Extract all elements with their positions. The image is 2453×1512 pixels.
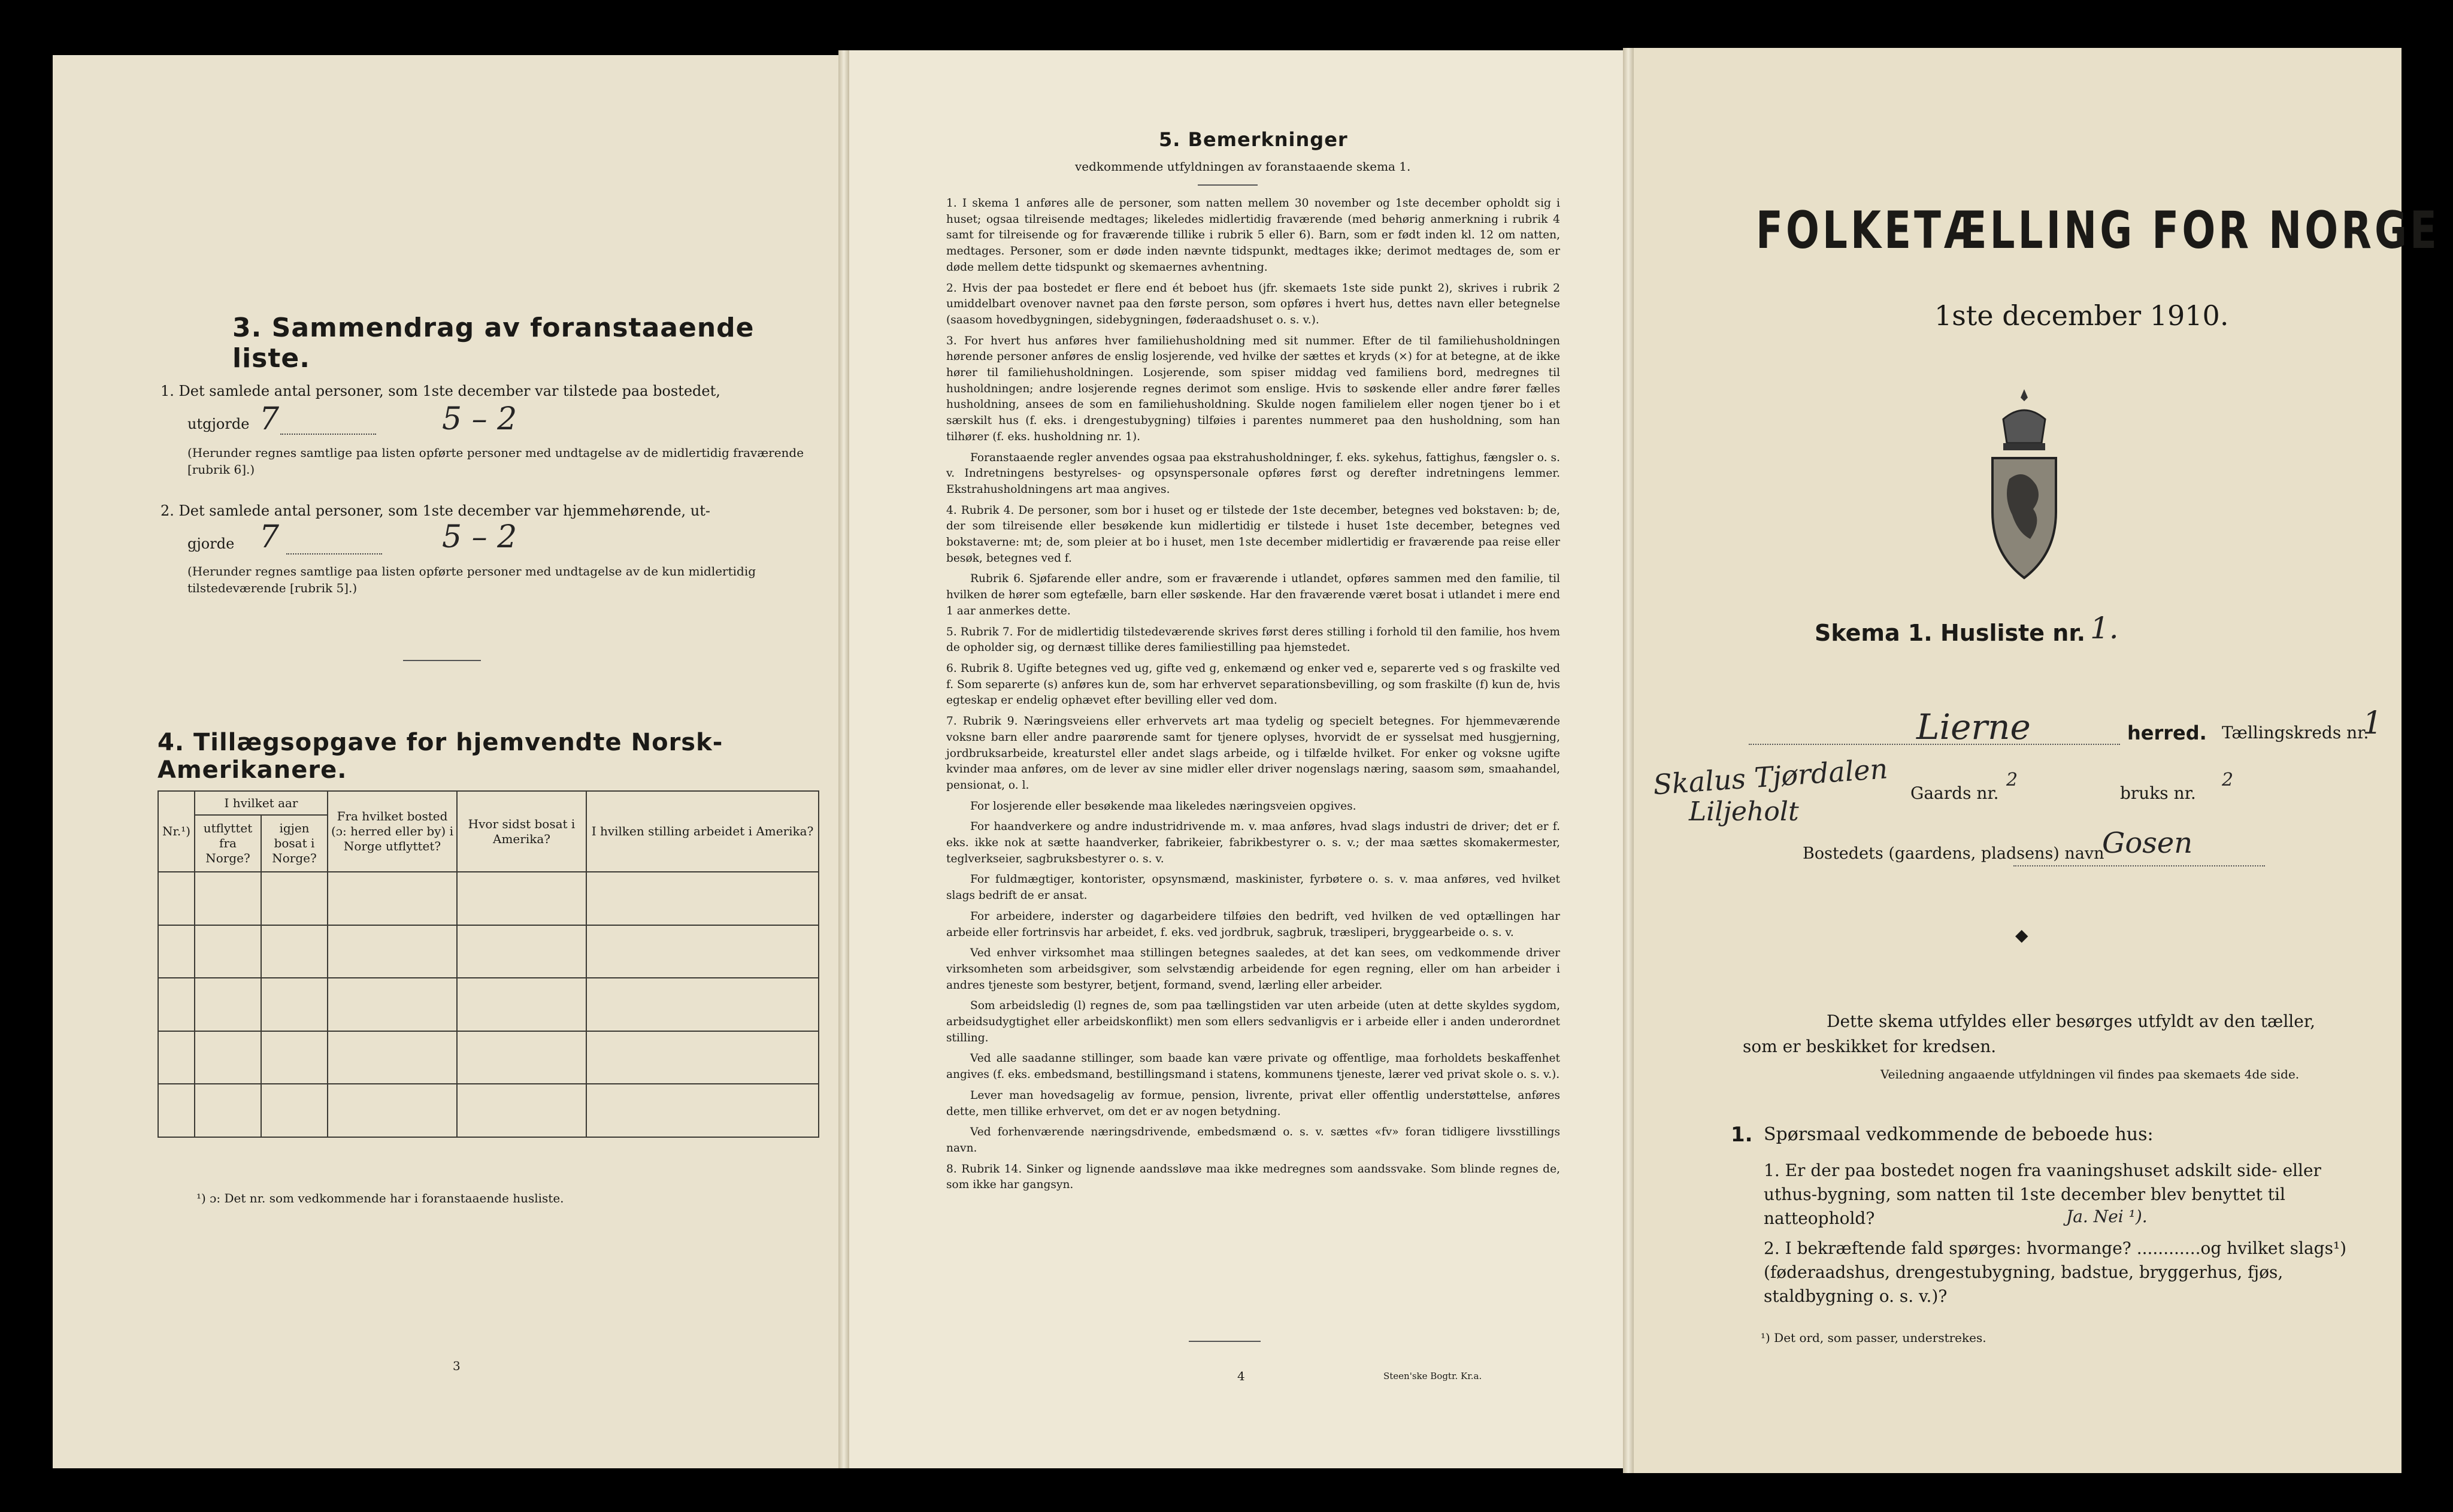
table-row bbox=[158, 1084, 819, 1137]
col-emigrated: utflyttet fra Norge? bbox=[195, 815, 261, 872]
remarks-body bbox=[946, 196, 1560, 1198]
section-3-title: 3. Sammendrag av foranstaaende liste. bbox=[232, 313, 755, 374]
cover-footnote: ¹) Det ord, som passer, understrekes. bbox=[1761, 1331, 1986, 1345]
remark-paragraph: Ved forhenværende næringsdrivende, embedsmænd o. s. v. sættes «fv» foran tidligere livsstillings navn. bbox=[946, 1126, 1560, 1155]
bosted-line bbox=[2013, 865, 2265, 866]
remark-paragraph: 7. Rubrik 9. Næringsveiens eller erhvervets art maa tydelig og specielt betegnes. For hjemmeværende voksne barn eller andre paarørende samt for tjenere oplyses, hvorvidt de er sysselsat med husgjerning, jordbruksarbeide, kreaturstel eller andet slags arbeide, og i tilfælde hvilket. For enker og voksne ugifte kvinder maa anføres, om de lever av sine midler eller driver nogenslags næring, saasom søm, smaahandel, pensionat, o. l. bbox=[946, 715, 1560, 792]
remark-paragraph: For arbeidere, inderster og dagarbeidere tilføies den bedrift, ved hvilken de ved optællingen har arbeide eller fortrinsvis har arbeidet, f. eks. ved jordbruk, sagbruk, træsliperi, bryggearbeide o. s. v. bbox=[946, 910, 1560, 939]
ornament-icon: ◆ bbox=[2015, 925, 2028, 945]
q1-note: (Herunder regnes samtlige paa listen opførte personer med undtagelse av de midlertidig fraværende [rubrik 6].) bbox=[187, 446, 804, 477]
q1-text: 1. Det samlede antal personer, som 1ste december var tilstede paa bostedet, bbox=[160, 383, 720, 399]
q2-prefix: gjorde bbox=[187, 535, 235, 552]
table-row bbox=[158, 1031, 819, 1084]
page-3 bbox=[53, 55, 838, 1468]
q1-extra: 5 – 2 bbox=[442, 401, 517, 437]
page-number-4: 4 bbox=[1237, 1369, 1245, 1383]
gaards-value: 2 bbox=[2006, 769, 2018, 790]
table-row bbox=[158, 872, 819, 925]
cover-date: 1ste december 1910. bbox=[1934, 299, 2229, 332]
cover-title: FOLKETÆLLING FOR NORGE bbox=[1756, 201, 2440, 260]
divider bbox=[403, 660, 481, 661]
herred-label: herred. bbox=[2127, 722, 2207, 744]
q2-dots bbox=[286, 553, 382, 554]
bruks-value: 2 bbox=[2222, 769, 2234, 790]
remark-paragraph: 3. For hvert hus anføres hver familiehusholdning med sit nummer. Efter de til familiehusholdningen hørende personer anføres de enslig losjerende, ved hvilke der sættes et kryds (×) for at betegne, at de ikke hører til familiehusholdningen. Losjerende, som spiser middag ved familiens bord, medregnes til husholdningen; andre losjerende regnes derimot som enslige. Hvis to søskende eller andre fører fælles husholdning, ansees de som en familiehusholdning. Skulde nogen familielem eller nogen tjener bo i et særskilt hus (f. eks. i drengestubygning) tilføies i parentes nummeret paa den husholdning, som han tilhører (f. eks. husholdning nr. 1). bbox=[946, 334, 1560, 443]
intro-text: Dette skema utfyldes eller besørges utfyldt av den tæller, som er beskikket for kredsen. bbox=[1743, 1011, 2316, 1056]
question-heading: Spørsmaal vedkommende de beboede hus: bbox=[1764, 1124, 2154, 1145]
remark-paragraph: 2. Hvis der paa bostedet er flere end ét beboet hus (jfr. skemaets 1ste side punkt 2), skrives i rubrik 2 umiddelbart ovenover navnet paa den første person, som opføres i hvert hus, dettes navn eller betegnelse (saasom hovedbygningen, sidebygningen, føderaadshuset o. s. v.). bbox=[946, 281, 1560, 326]
page-number-3: 3 bbox=[453, 1359, 461, 1373]
remark-paragraph: For haandverkere og andre industridrivende m. v. maa anføres, hvad slags industri de driver; det er f. eks. ikke nok at sætte haandverker, fabrikeier, fabrikbestyrer o. s. v.; der maa sættes skomakermester, teglverkseier, sagbruksbestyrer o. s. v. bbox=[946, 820, 1560, 865]
cover-page bbox=[1623, 48, 2440, 1473]
remark-paragraph: For fuldmægtiger, kontorister, opsynsmænd, maskinister, fyrbøtere o. s. v. maa anføres, ved hvilket slags bedrift de er ansat. bbox=[946, 873, 1560, 902]
bosted-label: Bostedets (gaardens, pladsens) navn bbox=[1803, 844, 2104, 863]
husliste-nr: 1. bbox=[2090, 611, 2119, 646]
q2-value: 7 bbox=[259, 519, 280, 555]
q2-extra: 5 – 2 bbox=[442, 519, 517, 555]
coat-of-arms-icon bbox=[1985, 383, 2063, 587]
question-1-answer: Ja. Nei ¹). bbox=[2066, 1207, 2148, 1226]
norsk-amerikaner-table bbox=[158, 790, 819, 1138]
remark-paragraph: For losjerende eller besøkende maa likeledes næringsveien opgives. bbox=[970, 799, 1356, 813]
q1-prefix: utgjorde bbox=[187, 416, 250, 432]
title-rule bbox=[1198, 184, 1258, 186]
table-row bbox=[158, 978, 819, 1031]
remark-paragraph: 4. Rubrik 4. De personer, som bor i huset og er tilstede der 1ste december, betegnes ved bokstaven: b; de, der som tilreisende eller besøkende kun midlertidig er tilstede i huset 1ste december, betegnes ved bokstaverne: mt; de, som pleier at bo i huset, men 1ste december midlertidig er fraværende paa reise eller besøk, betegnes ved f. bbox=[946, 504, 1560, 565]
remark-paragraph: 8. Rubrik 14. Sinker og lignende aandssløve maa ikke medregnes som aandssvake. Som blinde regnes de, som ikke har gangsyn. bbox=[946, 1162, 1560, 1192]
guide-text: Veiledning angaaende utfyldningen vil findes paa skemaets 4de side. bbox=[1880, 1067, 2300, 1081]
remark-paragraph: Som arbeidsledig (l) regnes de, som paa tællingstiden var uten arbeide (uten at dette skyldes sygdom, arbeidsudygtighet eller arbeidskonflikt) men som ellers sedvanligvis er i arbeide eller i anden underordnet stilling. bbox=[946, 999, 1560, 1044]
gaards-label: Gaards nr. bbox=[1910, 783, 1999, 803]
question-1: 1. Er der paa bostedet nogen fra vaaningshuset adskilt side- eller uthus-bygning, som natten til 1ste december blev benyttet til natteophold? bbox=[1764, 1160, 2321, 1228]
q2-note: (Herunder regnes samtlige paa listen opførte personer med undtagelse av de kun midlertidig tilstedeværende [rubrik 5].) bbox=[187, 564, 756, 595]
herred-value: Lierne bbox=[1916, 707, 2031, 747]
remark-paragraph: 1. I skema 1 anføres alle de personer, som natten mellem 30 november og 1ste december opholdt sig i huset; ogsaa tilreisende medtages; likeledes midlertidig fraværende (med behørig anmerkning i rubrik 4 samt for tilreisende og for fraværende tillike i rubrik 5 eller 6). Barn, som er født inden kl. 12 om natten, medtages. Personer, som er døde inden nævnte tidspunkt, medtages ikke; derimot medtages de, som er døde mellem dette tidspunkt og skemaernes avhentning. bbox=[946, 197, 1560, 274]
remark-paragraph: Ved enhver virksomhet maa stillingen betegnes saaledes, at det kan sees, om vedkommende driver virksomheten som arbeidsgiver, som selvstændig arbeidende for egen regning, eller om han arbeider i andres tjeneste som bestyrer, betjent, formand, svend, lærling eller arbeider. bbox=[946, 947, 1560, 992]
bosted-value: Gosen bbox=[2102, 826, 2193, 860]
col-occupation: I hvilken stilling arbeidet i Amerika? bbox=[586, 791, 819, 872]
col-last-place: Hvor sidst bosat i Amerika? bbox=[457, 791, 586, 872]
col-year-group: I hvilket aar bbox=[195, 791, 328, 815]
remarks-title: 5. Bemerkninger bbox=[1159, 128, 1348, 151]
q1-dots bbox=[280, 434, 376, 435]
section-4-title: 4. Tillægsopgave for hjemvendte Norsk-Amerikanere. bbox=[158, 729, 723, 784]
col-returned: igjen bosat i Norge? bbox=[261, 815, 328, 872]
q1-value: 7 bbox=[259, 401, 280, 437]
page3-footnote: ¹) ɔ: Det nr. som vedkommende har i foranstaaende husliste. bbox=[196, 1191, 564, 1205]
col-from-place: Fra hvilket bosted (ɔ: herred eller by) i Norge utflyttet? bbox=[328, 791, 457, 872]
bruks-label: bruks nr. bbox=[2120, 783, 2196, 803]
q2-text: 2. Det samlede antal personer, som 1ste december var hjemmehørende, ut- bbox=[160, 502, 710, 519]
kreds-label: Tællingskreds nr. bbox=[2222, 723, 2369, 743]
end-rule bbox=[1189, 1341, 1261, 1342]
handwritten-annotation: Liljeholt bbox=[1689, 796, 1799, 827]
remark-paragraph: Ved alle saadanne stillinger, som baade kan være private og offentlige, maa forholdets beskaffenhet angives (f. eks. embedsmand, bestillingsmand i statens, kommunens tjeneste, lærer ved privat skole o. s. v.). bbox=[946, 1052, 1560, 1081]
remark-paragraph: Lever man hovedsagelig av formue, pension, livrente, privat eller offentlig understøttelse, anføres dette, men tillike erhvervet, om det er av nogen betydning. bbox=[946, 1089, 1560, 1118]
handwritten-annotation: Skalus Tjørdalen bbox=[1652, 752, 1889, 801]
table-row bbox=[158, 925, 819, 978]
remark-paragraph: 5. Rubrik 7. For de midlertidig tilstedeværende skrives først deres stilling i forhold til den familie, hos hvem de opholder sig, og dernæst tillike deres familiestilling paa hjemstedet. bbox=[946, 625, 1560, 655]
remark-paragraph: 6. Rubrik 8. Ugifte betegnes ved ug, gifte ved g, enkemænd og enker ved e, separerte ved s og fraskilte ved f. Som separerte (s) anføres kun de, som har erhvervet separationsbevilling, og som fraskilte (f) kun de, hvis egteskap er endelig ophævet efter bevilling eller ved dom. bbox=[946, 662, 1560, 707]
schema-label: Skema 1. Husliste nr. bbox=[1815, 620, 2086, 646]
remarks-subtitle: vedkommende utfyldningen av foranstaaende skema 1. bbox=[1075, 159, 1411, 174]
printer-mark: Steen'ske Bogtr. Kr.a. bbox=[1383, 1371, 1482, 1381]
fold-left bbox=[838, 50, 849, 1468]
remark-paragraph: Foranstaaende regler anvendes ogsaa paa ekstrahusholdninger, f. eks. sykehus, fattighus, fængsler o. s. v. Indretningens bestyrelses- og opsynspersonale opføres først og derefter indretningens lemmer. Ekstrahusholdningens art maa angives. bbox=[946, 451, 1560, 496]
remark-paragraph: Rubrik 6. Sjøfarende eller andre, som er fraværende i utlandet, opføres sammen med den familie, til hvilken de hører som egtefælle, barn eller søskende. Har den fraværende været bosat i utlandet i mere end 1 aar anmerkes dette. bbox=[946, 572, 1560, 617]
fold-left bbox=[1623, 48, 1634, 1473]
col-nr: Nr.¹) bbox=[158, 791, 195, 872]
question-heading-number: 1. bbox=[1731, 1123, 1753, 1147]
question-2: 2. I bekræftende fald spørges: hvormange? ............og hvilket slags¹) (føderaadshus, drengestubygning, badstue, bryggerhus, fjøs, staldbygning o. s. v.)? bbox=[1764, 1238, 2347, 1306]
page-4 bbox=[838, 50, 1623, 1468]
kreds-value: 1 bbox=[2363, 705, 2383, 741]
